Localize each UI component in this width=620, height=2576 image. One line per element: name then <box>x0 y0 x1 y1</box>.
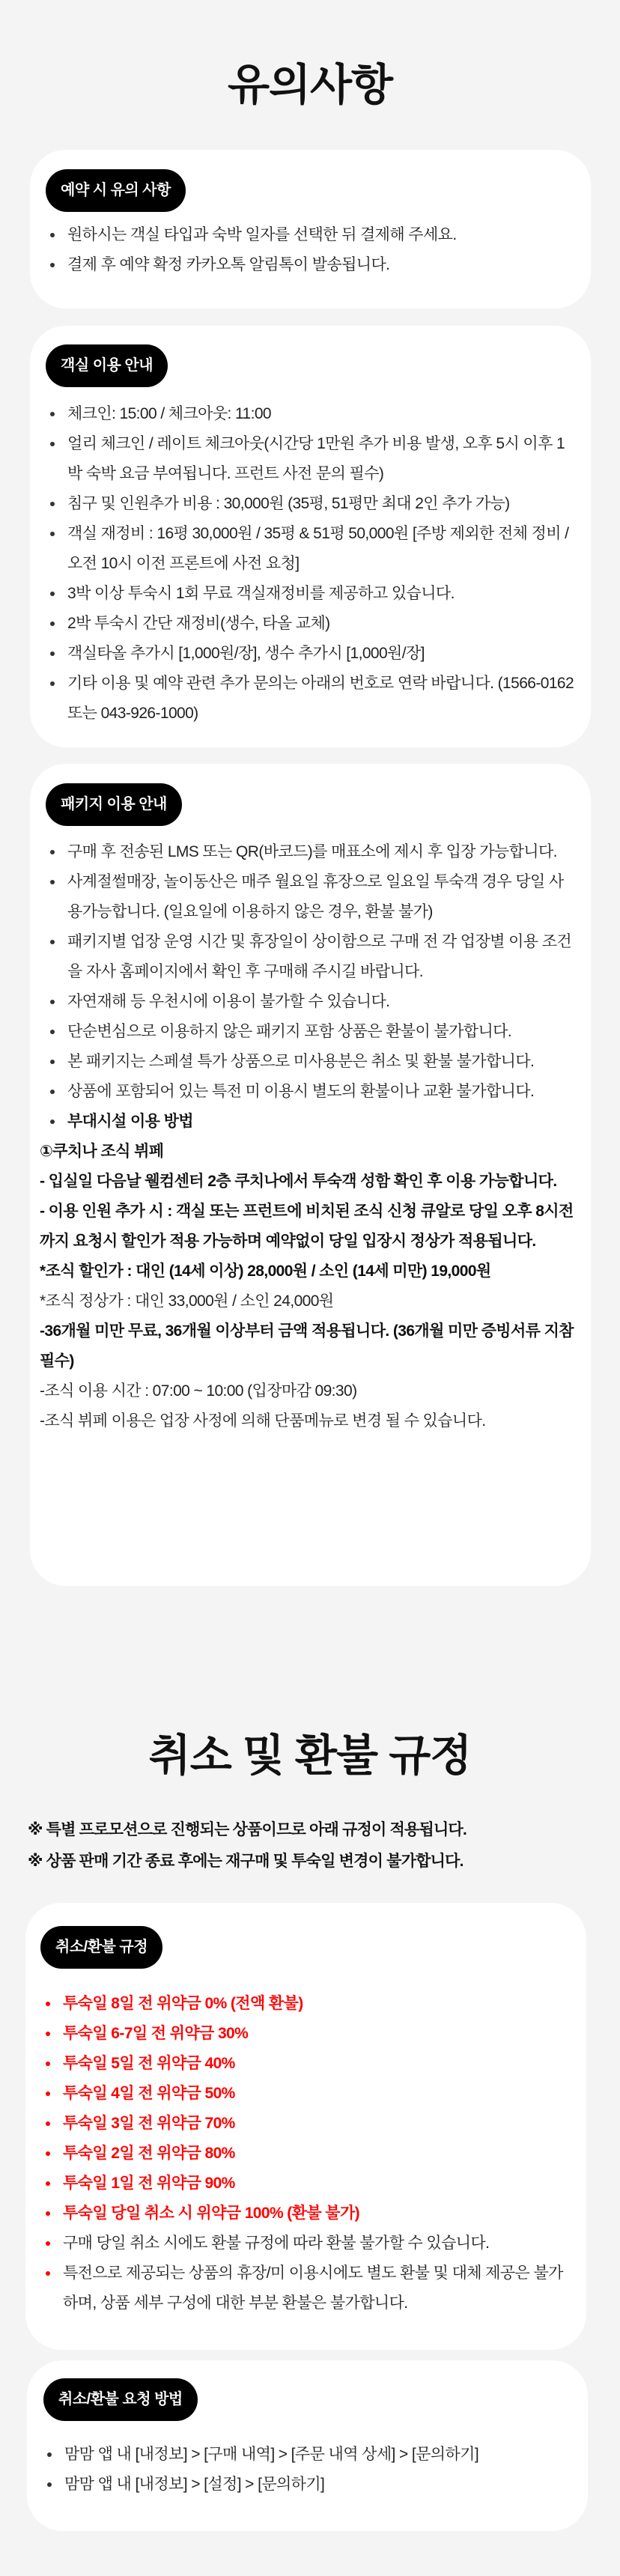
card-refund-request <box>27 2360 588 2531</box>
card-room-usage <box>30 326 591 747</box>
detail-line: - 이용 인원 추가 시 : 객실 또는 프런트에 비치된 조식 신청 큐알로 당일 오후 8시전까지 요청시 할인가 적용 가능하며 예약없이 당일 입장시 정상가 적용됩니다. <box>40 1203 574 1250</box>
list-item: 자연재해 등 우천시에 이용이 불가할 수 있습니다. <box>30 987 576 1017</box>
list-item: 패키지별 업장 운영 시간 및 휴장일이 상이함으로 구매 전 각 업장별 이용 조건을 자사 홈페이지에서 확인 후 구매해 주시길 바랍니다. <box>30 927 576 987</box>
policy-note: ※ 특별 프로모션으로 진행되는 상품이므로 아래 규정이 적용됩니다. <box>28 1821 467 1838</box>
detail-line: *조식 할인가 : 대인 (14세 이상) 28,000원 / 소인 (14세 미만) 19,000원 <box>40 1263 491 1280</box>
list-item: 객실 재정비 : 16평 30,000원 / 35평 & 51평 50,000원 [주방 제외한 전체 정비 / 오전 10시 이전 프론트에 사전 요청] <box>30 519 576 579</box>
page-title-notices: 유의사항 <box>227 61 393 109</box>
list-item: 객실타올 추가시 [1,000원/장], 생수 추가시 [1,000원/장] <box>30 639 576 669</box>
list-item: 상품에 포함되어 있는 특전 미 이용시 별도의 환불이나 교환 불가합니다. <box>30 1077 576 1107</box>
section-badge: 취소/환불 요청 방법 <box>43 2378 198 2421</box>
detail-line: - 입실일 다음날 웰컴센터 2층 쿠치나에서 투숙객 성함 확인 후 이용 가능합니다. <box>40 1173 557 1190</box>
list-item: 투숙일 5일 전 위약금 40% <box>25 2049 571 2079</box>
bullet-list <box>30 837 576 1137</box>
list-item: 원하시는 객실 타입과 숙박 일자를 선택한 뒤 결제해 주세요. <box>30 220 576 250</box>
list-item: 구매 당일 취소 시에도 환불 규정에 따라 환불 불가할 수 있습니다. <box>25 2229 571 2258</box>
list-item: 특전으로 제공되는 상품의 휴장/미 이용시에도 별도 환불 및 대체 제공은 불가하며, 상품 세부 구성에 대한 부분 환불은 불가합니다. <box>25 2258 571 2318</box>
list-item: 투숙일 3일 전 위약금 70% <box>25 2109 571 2139</box>
section-badge: 예약 시 유의 사항 <box>46 169 186 212</box>
list-item: 투숙일 2일 전 위약금 80% <box>25 2139 571 2169</box>
bullet-list <box>27 2440 573 2500</box>
list-item: 얼리 체크인 / 레이트 체크아웃(시간당 1만원 추가 비용 발생, 오후 5시 이후 1박 숙박 요금 부여됩니다. 프런트 사전 문의 필수) <box>30 429 576 489</box>
policy-notes <box>28 1814 466 1877</box>
list-item: 단순변심으로 이용하지 않은 패키지 포함 상품은 환불이 불가합니다. <box>30 1017 576 1047</box>
policy-note: ※ 상품 판매 기간 종료 후에는 재구매 및 투숙일 변경이 불가합니다. <box>28 1853 464 1870</box>
card-package-usage <box>30 764 591 1586</box>
detail-line: *조식 정상가 : 대인 33,000원 / 소인 24,000원 <box>40 1292 334 1310</box>
list-item: 맘맘 앱 내 [내정보] > [설정] > [문의하기] <box>27 2470 573 2500</box>
list-item: 사계절썰매장, 놀이동산은 매주 월요일 휴장으로 일요일 투숙객 경우 당일 사용가능합니다. (일요일에 이용하지 않은 경우, 환불 불가) <box>30 867 576 927</box>
detail-line: -조식 이용 시간 : 07:00 ~ 10:00 (입장마감 09:30) <box>40 1382 357 1400</box>
list-item: 투숙일 1일 전 위약금 90% <box>25 2169 571 2199</box>
card-reservation-notes <box>30 150 591 309</box>
bullet-list <box>25 1989 571 2318</box>
list-item: 투숙일 4일 전 위약금 50% <box>25 2079 571 2109</box>
list-item: 3박 이상 투숙시 1회 무료 객실재정비를 제공하고 있습니다. <box>30 579 576 609</box>
facility-details <box>30 1137 576 1436</box>
list-item: 부대시설 이용 방법 <box>30 1107 576 1137</box>
list-item: 본 패키지는 스페셜 특가 상품으로 미사용분은 취소 및 환불 불가합니다. <box>30 1047 576 1077</box>
list-item: 구매 후 전송된 LMS 또는 QR(바코드)를 매표소에 제시 후 입장 가능합니다. <box>30 837 576 867</box>
section-badge: 객실 이용 안내 <box>46 344 168 387</box>
card-refund-rules <box>25 1903 586 2350</box>
detail-line: ①쿠치나 조식 뷔페 <box>40 1143 164 1160</box>
list-item: 체크인: 15:00 / 체크아웃: 11:00 <box>30 399 576 429</box>
section-badge: 패키지 이용 안내 <box>46 783 182 826</box>
list-item: 투숙일 당일 취소 시 위약금 100% (환불 불가) <box>25 2199 571 2229</box>
list-item: 침구 및 인원추가 비용 : 30,000원 (35평, 51평만 최대 2인 추가 가능) <box>30 489 576 519</box>
page-title-cancellation: 취소 및 환불 규정 <box>148 1731 472 1780</box>
list-item: 맘맘 앱 내 [내정보] > [구매 내역] > [주문 내역 상세] > [문의하기] <box>27 2440 573 2470</box>
bullet-list <box>30 220 576 280</box>
detail-line: -조식 뷔페 이용은 업장 사정에 의해 단품메뉴로 변경 될 수 있습니다. <box>40 1412 486 1430</box>
bullet-list <box>30 399 576 729</box>
list-item: 투숙일 6-7일 전 위약금 30% <box>25 2019 571 2049</box>
list-item: 2박 투숙시 간단 재정비(생수, 타올 교체) <box>30 609 576 639</box>
list-item: 결제 후 예약 확정 카카오톡 알림톡이 발송됩니다. <box>30 250 576 280</box>
detail-line: -36개월 미만 무료, 36개월 이상부터 금액 적용됩니다. (36개월 미만 증빙서류 지참 필수) <box>40 1322 574 1370</box>
list-item: 투숙일 8일 전 위약금 0% (전액 환불) <box>25 1989 571 2019</box>
list-item: 기타 이용 및 예약 관련 추가 문의는 아래의 번호로 연락 바랍니다. (1566-0162 또는 043-926-1000) <box>30 669 576 729</box>
section-badge: 취소/환불 규정 <box>40 1926 162 1969</box>
